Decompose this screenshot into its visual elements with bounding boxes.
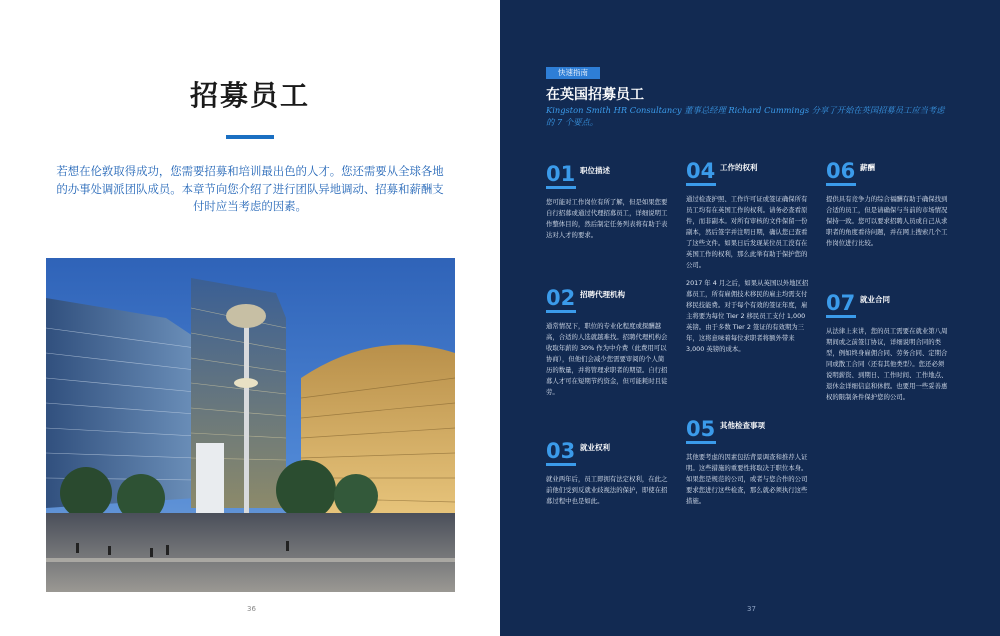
- office-buildings-photo: [46, 258, 455, 592]
- section-bar: [686, 441, 716, 444]
- section-paragraph: 就业两年后，员工即拥有法定权利，在此之前他们受到反就业歧视法的保护，即使在招募过程中也是如此。: [546, 475, 668, 505]
- section-paragraph: 提供具有竞争力的综合福酬有助于确保找到合适的员工，但是请确保与当前的市场情况保持一致。您可以要求招聘人员或自己从求职者的角度看待问题，并在网上搜索几个工作岗位进行比较。: [826, 195, 948, 247]
- section-bar: [546, 186, 576, 189]
- section-paragraph: 其他要考虑的因素包括背景调查和推荐人证明。这些措施的重要性将取决于职位本身。如果您是规范的公司，或者与您合作的公司要求您进行这些检查，那么就必须执行这些措施。: [686, 453, 808, 505]
- section-body: [546, 474, 670, 514]
- page-number-left: 36: [247, 605, 256, 613]
- section-number: 02: [546, 286, 576, 310]
- section-body: [546, 197, 670, 248]
- section-paragraph: 2017 年 4 月之后，如果从英国以外地区招募员工，所有雇佣技术移民的雇主均需支付移民技能费。对于每个有效的签证年度，雇主将要为每位 Tier 2 移民员工支付 1,000 英镑。由于多数 Tier 2 签证的有效期为三年，这将意味着每位求职者将额外带来 3,000 英镑的成本。: [686, 279, 809, 353]
- guide-subheading: Kingston Smith HR Consultancy 董事总经理 Richard Cummings 分享了开始在英国招募员工应当考虑的 7 个要点。: [546, 105, 945, 127]
- section-bar: [686, 183, 716, 186]
- page-title: 招募员工: [189, 79, 310, 112]
- quick-guide-tag: 快速指南: [546, 67, 600, 79]
- section-number: 03: [546, 439, 576, 463]
- section-paragraph: 通常情况下，职位的专业化程度或探酬越高，合适的人选就越难找。招聘代理机构会收取年薪的 30% 作为中介费（此费用可以协商），但他们会减少您需要审阅的个人简历的数量，并将管理求职者的期望。自行招募人才可在短期节约资金，但可能耗时且徒劳。: [546, 322, 668, 396]
- page-number-right: 37: [747, 605, 756, 613]
- section-title: 职位描述: [580, 166, 610, 175]
- section-number: 04: [686, 159, 716, 183]
- section-body: [826, 326, 950, 410]
- section-number: 07: [826, 291, 856, 315]
- guide-heading: 在英国招募员工: [546, 87, 644, 103]
- section-body: [546, 321, 670, 405]
- section-number: 06: [826, 159, 856, 183]
- intro-paragraph: 若想在伦敦取得成功，您需要招募和培训最出色的人才。您还需要从全球各地的办事处调派团队成员。本章节向您介绍了进行团队异地调动、招募和薪酬支付时应当考虑的因素。: [56, 164, 444, 213]
- section-title: 薪酬: [860, 163, 875, 172]
- section-title: 其他检查事项: [720, 421, 765, 430]
- section-title: 就业合同: [860, 295, 890, 304]
- section-title: 就业权利: [580, 443, 610, 452]
- section-body: [826, 194, 950, 256]
- section-title: 招聘代理机构: [580, 290, 625, 299]
- section-title: 工作的权利: [720, 163, 758, 172]
- section-bar: [826, 183, 856, 186]
- section-paragraph: 通过检查护照、工作许可证或签证确保所有员工均有在英国工作的权利。请务必查看原件，而非副本。对所有审核的文件保留一份副本，然后签字并注明日期，确认您已查看了这些文件。如果日后发现某位员工没有在英国工作的权利，那么此举有助于保护您的公司。: [686, 195, 808, 269]
- title-underline: [226, 135, 274, 139]
- section-paragraph: 从法律上来讲，您的员工需要在就业第八周期间或之前签订协议，详细说明合同的类型，例如终身雇佣合同、劳务合同、定期合同或散工合同（还有其他类型）。您还必须说明薪资、到期日、工作时间、工作地点、退休金详细信息和休假。也要用一些妥善惠权的限制条件保护您的公司。: [826, 327, 948, 401]
- section-paragraph: 您可能对工作岗位有所了解，但是如果您要自行招募或通过代理招募员工，详细说明工作整体目的，然后制定任务列表将有助于表达对人才的要求。: [546, 198, 668, 239]
- section-body: [686, 194, 810, 362]
- section-body: [686, 452, 810, 514]
- section-bar: [826, 315, 856, 318]
- section-bar: [546, 463, 576, 466]
- section-number: 05: [686, 417, 716, 441]
- section-bar: [546, 310, 576, 313]
- section-number: 01: [546, 162, 576, 186]
